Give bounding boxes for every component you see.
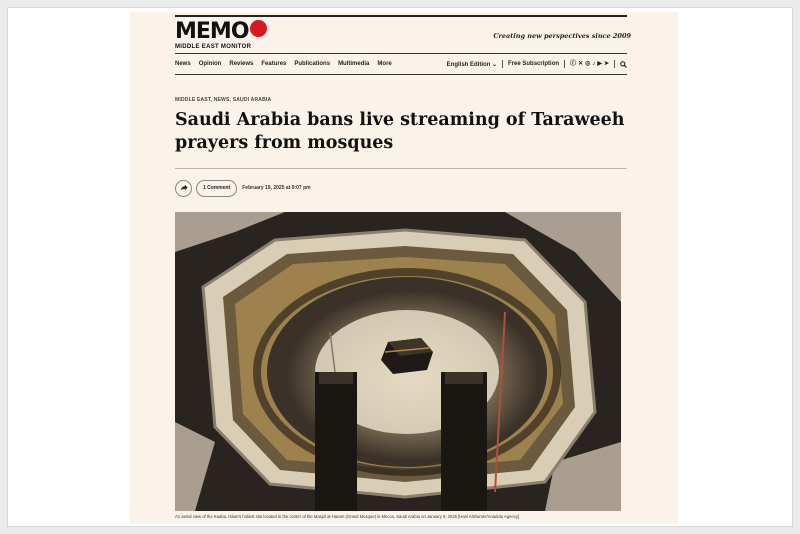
nav-item-more[interactable]: More <box>377 61 392 67</box>
edition-label: English Edition <box>446 61 491 68</box>
article-meta <box>175 178 311 198</box>
share-button[interactable] <box>175 180 192 197</box>
nav-item-features[interactable]: Features <box>261 61 287 67</box>
site-tagline: Creating new perspectives since 2009 <box>493 32 631 40</box>
x-icon[interactable]: ✕ <box>578 61 584 67</box>
youtube-icon[interactable]: ▶ <box>597 61 602 67</box>
nav-utilities <box>447 60 627 68</box>
logo-red-dot-icon <box>250 20 267 37</box>
photo-caption: An aerial view of the Kaaba, Islam's holiest site located in the center of the Masjid al-Haram (Grand Mosque) in Mecca, Saudi Arabia on January 9, 2025 [Hani Alshamer/Anadolu Agency] <box>175 514 520 519</box>
nav-separator <box>564 60 565 68</box>
title-divider <box>175 168 627 169</box>
nav-item-news[interactable]: News <box>175 61 191 67</box>
nav-item-opinion[interactable]: Opinion <box>198 61 222 67</box>
header-rule <box>175 15 627 17</box>
comments-button[interactable]: 1 Comment <box>196 180 237 197</box>
chevron-down-icon: ⌄ <box>492 61 498 68</box>
main-nav <box>175 53 627 75</box>
edition-selector[interactable] <box>447 61 497 68</box>
nav-item-reviews[interactable]: Reviews <box>229 61 254 67</box>
logo-text: MEMO <box>175 19 249 44</box>
article-title: Saudi Arabia bans live streaming of Taraweeh prayers from mosques <box>175 110 625 153</box>
nav-item-multimedia[interactable]: Multimedia <box>338 61 370 67</box>
nav-separator <box>614 60 615 68</box>
publish-date: February 19, 2025 at 9:07 pm <box>242 185 311 191</box>
search-icon[interactable] <box>620 61 627 68</box>
nav-separator <box>502 60 503 68</box>
facebook-icon[interactable]: ⓕ <box>570 61 577 67</box>
article-categories[interactable]: MIDDLE EAST, NEWS, SAUDI ARABIA <box>175 97 272 103</box>
instagram-icon[interactable]: ◎ <box>585 61 591 67</box>
nav-item-publications[interactable]: Publications <box>294 61 331 67</box>
tiktok-icon[interactable]: ♪ <box>592 61 596 67</box>
article-page <box>130 12 678 524</box>
logo-subtitle: MIDDLE EAST MONITOR <box>175 44 252 50</box>
kaaba-aerial-photo <box>175 212 621 511</box>
site-logo[interactable] <box>175 20 267 50</box>
free-subscription-link[interactable]: Free Subscription <box>508 61 560 67</box>
social-links <box>570 61 609 67</box>
share-arrow-icon <box>180 184 188 192</box>
telegram-icon[interactable]: ➤ <box>603 61 609 67</box>
